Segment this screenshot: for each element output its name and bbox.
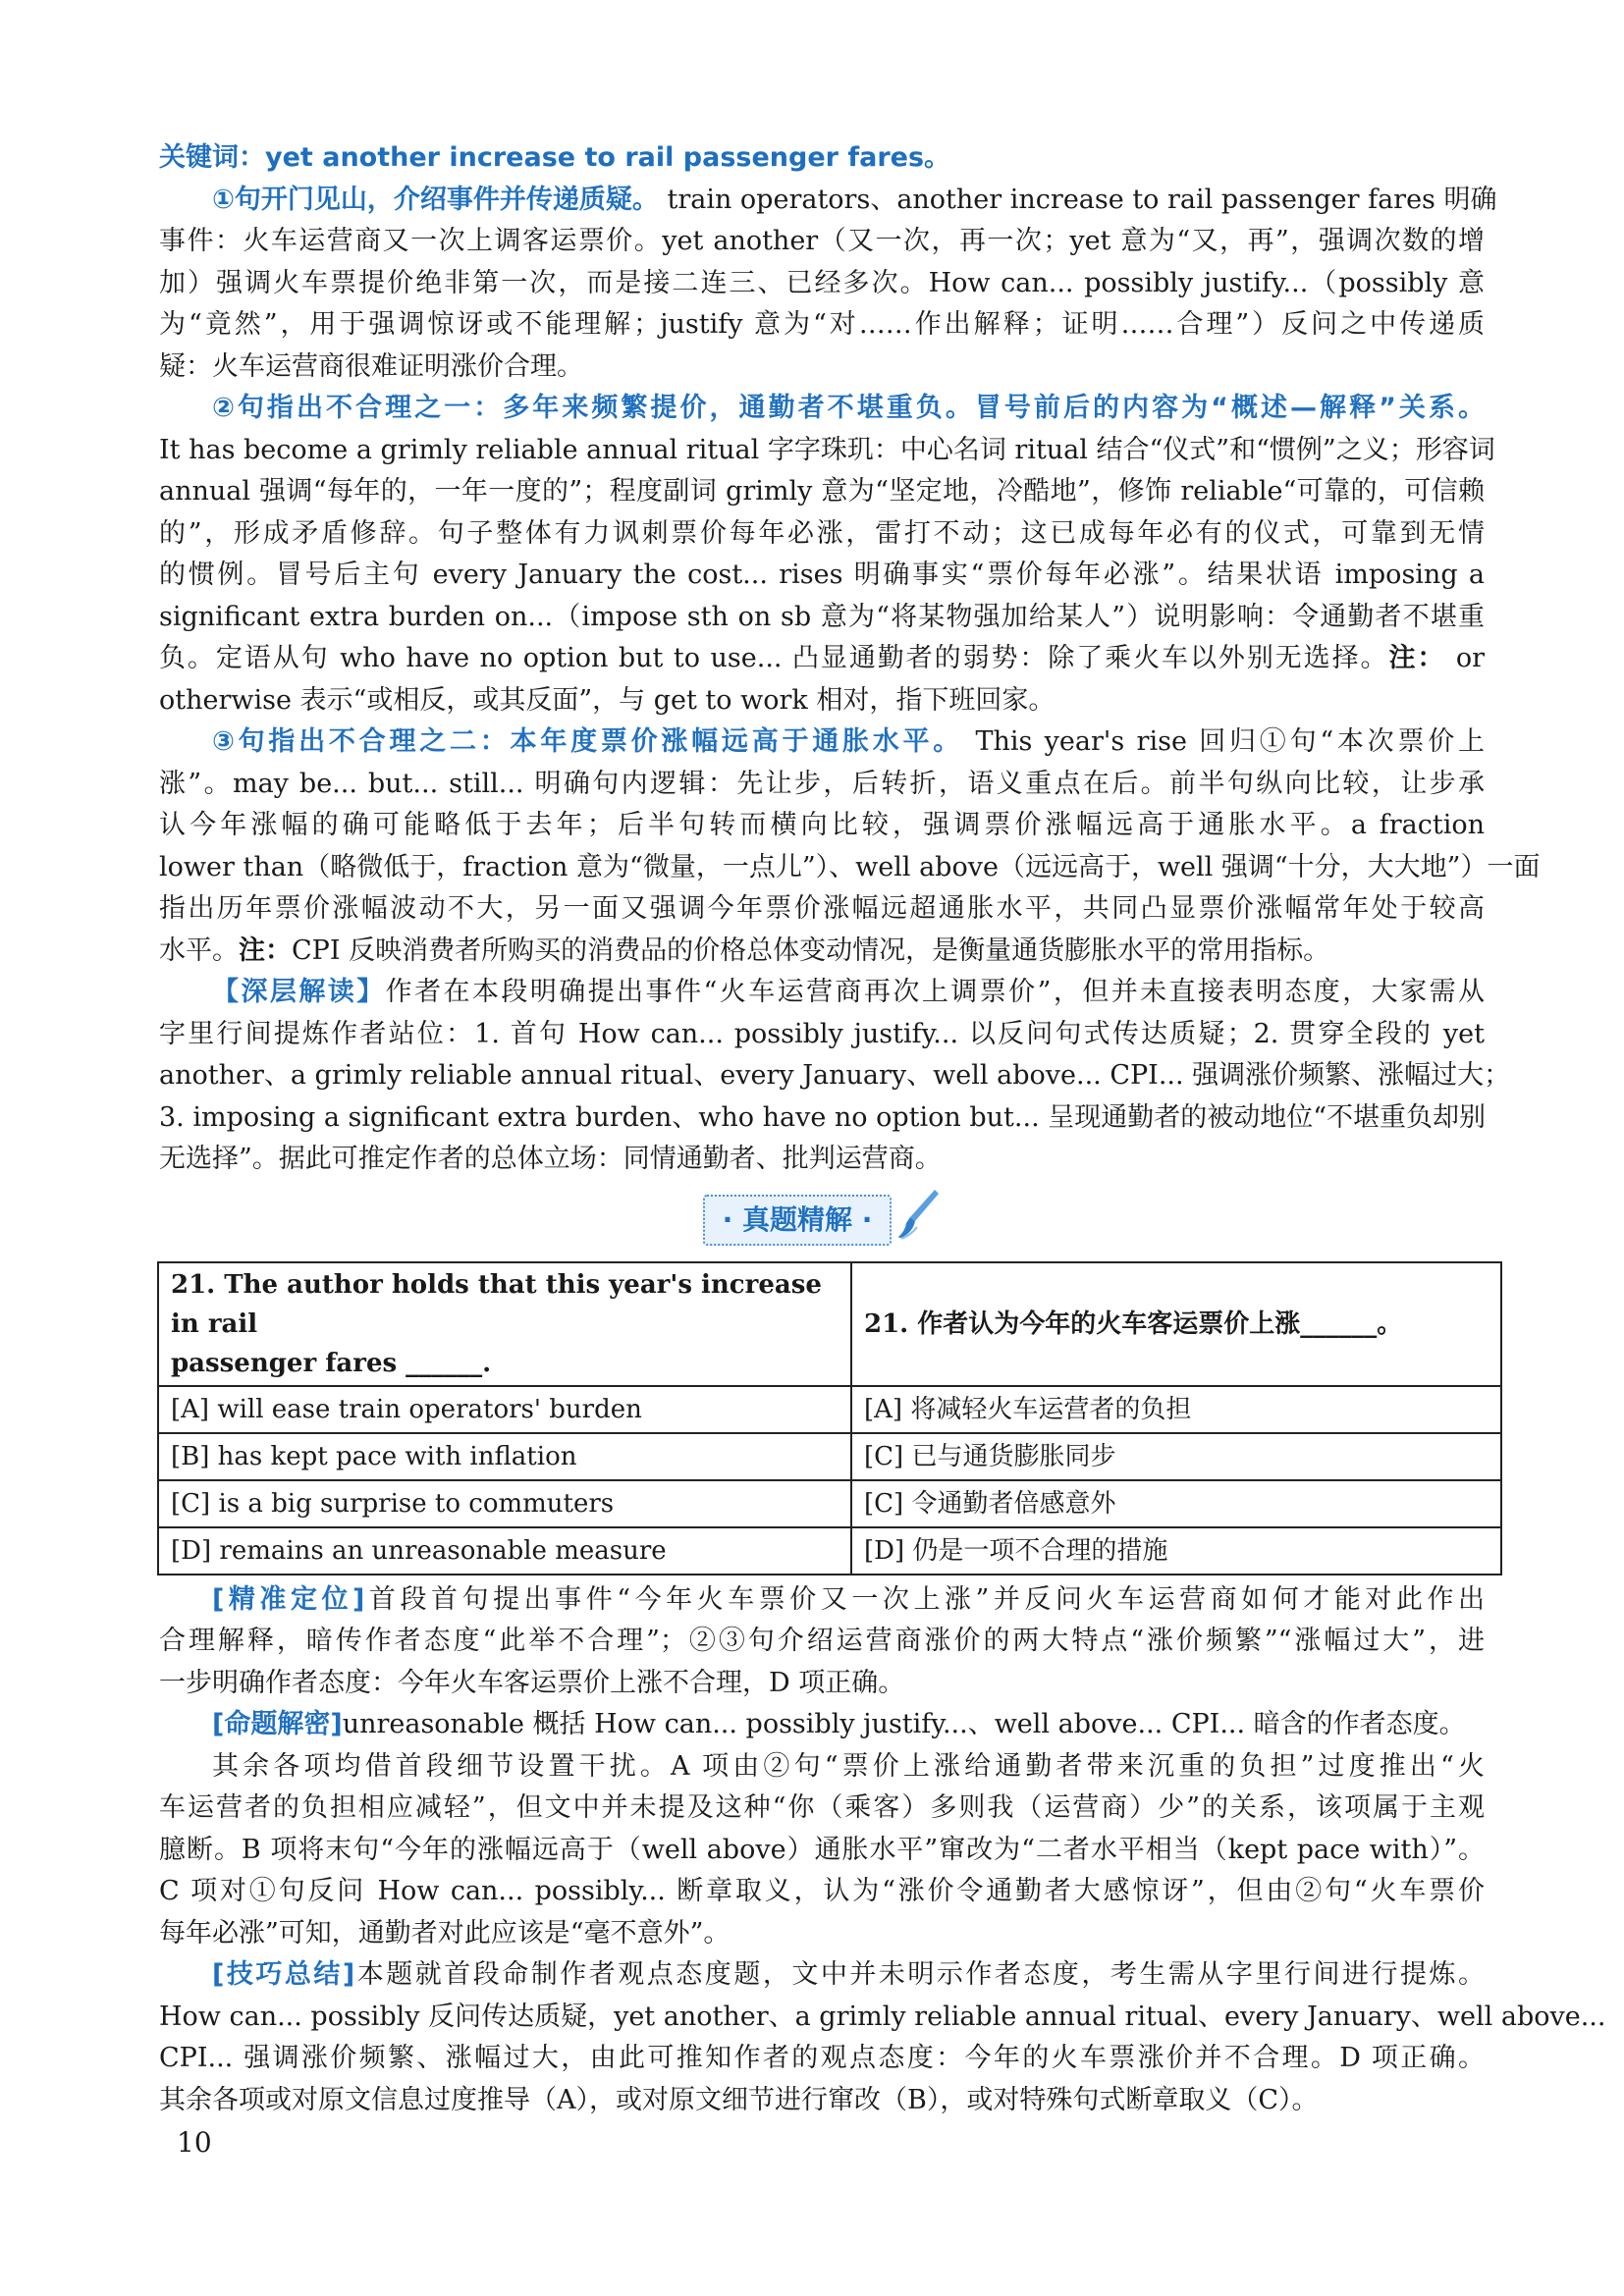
keyword-label: 关键词： — [159, 142, 265, 173]
analysis-paragraph-3: ③句指出不合理之二：本年度票价涨幅远高于通胀水平。 This year's rise 回归①句“本次票价上 涨”。may be... but... still... 明确句内逻辑：先让步，后转折，语义重点在后。前半句纵向比较，让步承 认今年涨幅的确可能略低于去年；后半句转而横向比较，强调票价涨幅远高于通胀水平。a fraction lower than（略微低于，fraction 意为“微量，一点儿”）、well above（远远高于，well 强调“十分，大大地”）一面 指出历年票价涨幅波动不大，另一面又强调今年票价涨幅远超通胀水平，共同凸显票价涨幅常年处于较高 水平。注：CPI 反映消费者所购买的消费品的价格总体变动情况，是衡量通货膨胀水平的常用指标。 — [159, 726, 1541, 966]
page-content — [159, 137, 1606, 2121]
question-decoding: [命题解密]unreasonable 概括 How can... possibly justify...、well above... CPI... 暗含的作者态度。 — [212, 1709, 1466, 1739]
option-en: [B] has kept pace with inflation — [158, 1433, 851, 1480]
para3-lead: ③句指出不合理之二：本年度票价涨幅远高于通胀水平。 — [212, 726, 964, 757]
question-decoding-tag: [命题解密] — [212, 1709, 343, 1739]
para2-lead: ②句指出不合理之一：多年来频繁提价，通勤者不堪重负。冒号前后的内容为“概述—解释”关系。 — [212, 393, 1485, 423]
option-zh: [C] 已与通货膨胀同步 — [851, 1433, 1501, 1480]
section-banner — [159, 1187, 1485, 1250]
page-number: 10 — [177, 2126, 212, 2159]
option-en: [D] remains an unreasonable measure — [158, 1527, 851, 1575]
option-zh: [C] 令通勤者倍感意外 — [851, 1480, 1501, 1527]
precise-location: [精准定位]首段首句提出事件“今年火车票价又一次上涨”并反问火车运营商如何才能对此作出 合理解释，暗传作者态度“此举不合理”；②③句介绍运营商涨价的两大特点“涨价频繁”“涨幅过大”，进 一步明确作者态度：今年火车客运票价上涨不合理，D 项正确。 — [159, 1583, 1485, 1698]
question-stem-row — [158, 1262, 1501, 1386]
keyword-text: yet another increase to rail passenger fares。 — [265, 142, 951, 173]
technique-summary: [技巧总结]本题就首段命制作者观点态度题，文中并未明示作者态度，考生需从字里行间进行提炼。 How can... possibly 反问传达质疑，yet another、a grimly reliable annual ritual、every January、well above... CPI... 强调涨价频繁、涨幅过大，由此可推知作者的观点态度：今年的火车票涨价并不合理。D 项正确。 其余各项或对原文信息过度推导（A），或对原文细节进行窜改（B），或对特殊句式断章取义（C）。 — [159, 1959, 1606, 2115]
deep-analysis: 【深层解读】作者在本段明确提出事件“火车运营商再次上调票价”，但并未直接表明态度，大家需从 字里行间提炼作者站位：1. 首句 How can... possibly justify... 以反问句式传达质疑；2. 贯穿全段的 yet another、a grimly reliable annual ritual、every January、well above... CPI... 强调涨价频繁、涨幅过大； 3. imposing a significant extra burden、who have no option but... 呈现通勤者的被动地位“不堪重负却别 无选择”。据此可推定作者的总体立场：同情通勤者、批判运营商。 — [159, 977, 1511, 1174]
option-en: [A] will ease train operators' burden — [158, 1386, 851, 1433]
option-row — [158, 1386, 1501, 1433]
analysis-paragraph-1: ①句开门见山，介绍事件并传递质疑。 train operators、another increase to rail passenger fares 明确 事件：火车运营商又一次上调客运票价。yet another（又一次，再一次；yet 意为“又，再”，强调次数的增 加）强调火车票提价绝非第一次，而是接二连三、已经多次。How can... possibly justify...（possibly 意 为“竟然”，用于强调惊讶或不能理解；justify 意为“对……作出解释；证明……合理”）反问之中传递质 疑：火车运营商很难证明涨价合理。 — [159, 184, 1497, 382]
brush-icon — [897, 1188, 941, 1255]
precise-location-tag: [精准定位] — [212, 1583, 365, 1615]
question-stem-zh: 21. 作者认为今年的火车客运票价上涨______。 — [851, 1262, 1501, 1386]
option-en: [C] is a big surprise to commuters — [158, 1480, 851, 1527]
keyword-line — [159, 137, 1485, 180]
question-stem-en: 21. The author holds that this year's increase in rail passenger fares ______. — [158, 1262, 851, 1386]
deep-analysis-tag: 【深层解读】 — [212, 977, 386, 1007]
technique-summary-tag: [技巧总结] — [212, 1959, 355, 1990]
para1-lead: ①句开门见山，介绍事件并传递质疑。 — [212, 184, 659, 215]
option-zh: [A] 将减轻火车运营者的负担 — [851, 1386, 1501, 1433]
option-row — [158, 1433, 1501, 1480]
note-label: 注： — [1388, 643, 1446, 673]
option-row — [158, 1480, 1501, 1527]
distractor-analysis: 其余各项均借首段细节设置干扰。A 项由②句“票价上涨给通勤者带来沉重的负担”过度推出“火 车运营者的负担相应减轻”，但文中并未提及这种“你（乘客）多则我（运营商）少”的关系，该项属于主观 臆断。B 项将末句“今年的涨幅远高于（well above）通胀水平”窜改为“二者水平相当（kept pace with）”。 C 项对①句反问 How can... possibly... 断章取义，认为“涨价令通勤者大感惊讶”，但由②句“火车票价 每年必涨”可知，通勤者对此应该是“毫不意外”。 — [159, 1750, 1485, 1949]
option-row — [158, 1527, 1501, 1575]
banner-title: · 真题精解 · — [703, 1195, 893, 1246]
question-table — [157, 1261, 1502, 1575]
note-label: 注： — [239, 934, 292, 966]
analysis-paragraph-2: ②句指出不合理之一：多年来频繁提价，通勤者不堪重负。冒号前后的内容为“概述—解释”关系。 It has become a grimly reliable annual ritual 字字珠玑：中心名词 ritual 结合“仪式”和“惯例”之义；形容词 annual 强调“每年的，一年一度的”；程度副词 grimly 意为“坚定地，冷酷地”，修饰 reliable“可靠的，可信赖 的”，形成矛盾修辞。句子整体有力讽刺票价每年必涨，雷打不动；这已成每年必有的仪式，可靠到无情 的惯例。冒号后主句 every January the cost... rises 明确事实“票价每年必涨”。结果状语 imposing a significant extra burden on...（impose sth on sb 意为“将某物强加给某人”）说明影响：令通勤者不堪重 负。定语从句 who have no option but to use... 凸显通勤者的弱势：除了乘火车以外别无选择。注： or otherwise 表示“或相反，或其反面”，与 get to work 相对，指下班回家。 — [159, 393, 1495, 716]
option-zh: [D] 仍是一项不合理的措施 — [851, 1527, 1501, 1575]
